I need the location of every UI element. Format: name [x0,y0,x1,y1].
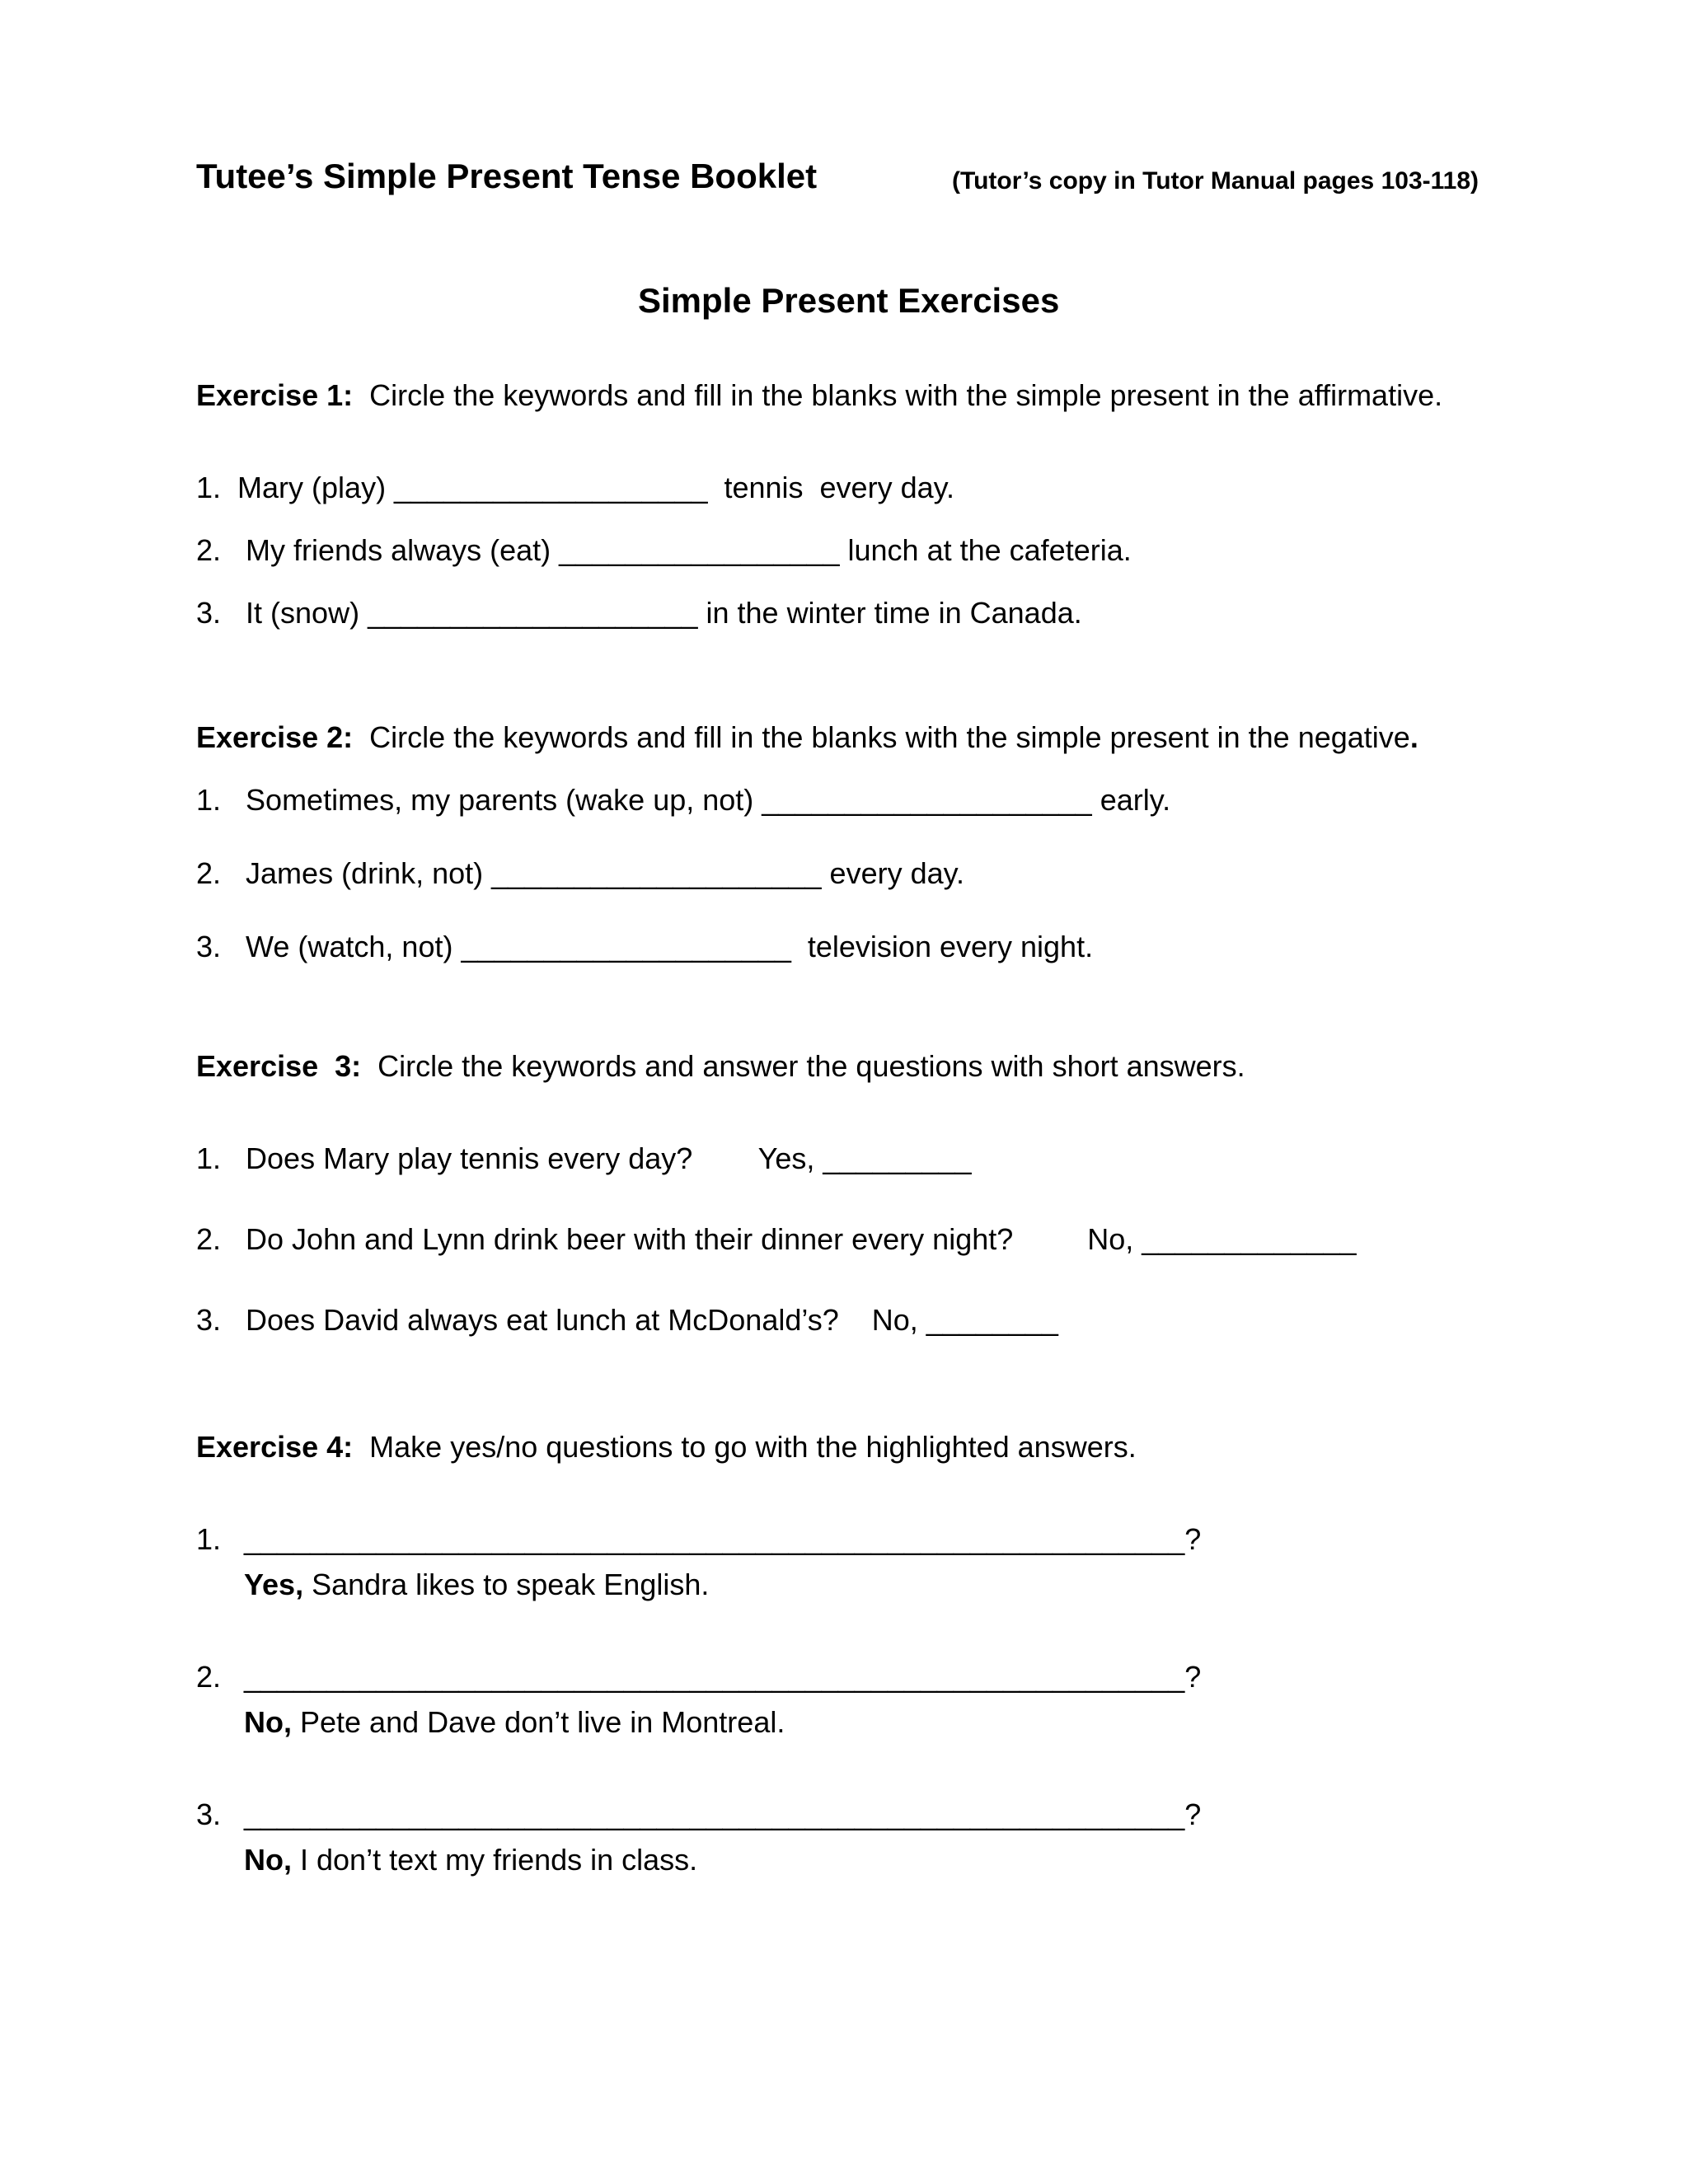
exercise-1-label: Exercise 1: [196,378,354,412]
item-number: 3. [196,1303,222,1337]
exercise-3-instruction [196,1049,1245,1083]
exercise-4-item-1-number: 1. [196,1522,222,1556]
answer-text: Pete and Dave don’t live in Montreal. [292,1705,785,1739]
item-number: 2. [196,1222,222,1256]
exercise-4-item-1-blank: _________________________________________________________? [244,1522,1202,1556]
exercise-4-item-3-number: 3. [196,1797,222,1831]
item-number: 1. [196,471,222,504]
item-text: My friends always (eat) _________________ lunch at the cafeteria. [221,533,1132,567]
item-text: Does Mary play tennis every day? Yes, _________ [221,1141,972,1175]
exercise-3-text: Circle the keywords and answer the questions with short answers. [361,1049,1245,1083]
exercise-1-text: Circle the keywords and fill in the blanks with the simple present in the affirmative. [353,378,1443,412]
answer-keyword: Yes, [244,1568,304,1601]
exercise-1-instruction [196,378,1443,412]
exercise-4-item-2-number: 2. [196,1660,222,1694]
exercise-4-item-3-blank: _________________________________________________________? [244,1797,1202,1831]
exercise-2-period: . [1409,720,1418,754]
item-text: Does David always eat lunch at McDonald’s? No, ________ [221,1303,1058,1337]
answer-keyword: No, [244,1843,292,1877]
item-number: 3. [196,596,222,630]
exercise-4-text: Make yes/no questions to go with the highlighted answers. [353,1430,1137,1464]
exercise-4-item-2-answer [244,1705,785,1739]
exercise-2-instruction [196,720,1418,754]
answer-keyword: No, [244,1705,292,1739]
item-number: 1. [196,1141,222,1175]
exercise-4-label: Exercise 4: [196,1430,354,1464]
item-number: 1. [196,783,222,817]
exercise-3-item-3 [196,1305,1058,1335]
item-text: Sometimes, my parents (wake up, not) ____________________ early. [221,783,1171,817]
item-text: It (snow) ____________________ in the winter time in Canada. [221,596,1082,630]
exercise-1-item-3 [196,598,1082,628]
item-number: 3. [196,930,222,963]
exercise-4-item-1-answer [244,1570,709,1600]
item-number: 2. [196,856,222,890]
item-text: We (watch, not) ____________________ television every night. [221,930,1094,963]
exercise-4-item-3-answer [244,1845,697,1875]
exercise-2-item-2 [196,856,964,890]
exercise-3-label: Exercise 3: [196,1049,362,1083]
item-text: Mary (play) ___________________ tennis every day. [221,471,954,504]
answer-text: I don’t text my friends in class. [292,1843,698,1877]
page-title: Simple Present Exercises [638,281,1060,320]
item-text: Do John and Lynn drink beer with their dinner every night? No, _____________ [221,1222,1357,1256]
exercise-4-instruction [196,1432,1137,1462]
exercise-4-item-2-blank: _________________________________________________________? [244,1660,1202,1694]
exercise-1-item-2 [196,533,1132,567]
exercise-1-item-1 [196,473,954,503]
exercise-3-item-1 [196,1141,972,1175]
exercise-2-item-1 [196,785,1170,815]
item-number: 2. [196,533,222,567]
booklet-title: Tutee’s Simple Present Tense Booklet [196,157,818,195]
item-text: James (drink, not) ____________________ every day. [221,856,964,890]
exercise-2-label: Exercise 2: [196,720,354,754]
exercise-3-item-2 [196,1222,1357,1256]
exercise-2-text: Circle the keywords and fill in the blanks with the simple present in the negative [353,720,1410,754]
tutor-copy-note: (Tutor’s copy in Tutor Manual pages 103-118) [952,167,1479,194]
answer-text: Sandra likes to speak English. [303,1568,710,1601]
exercise-2-item-3 [196,932,1093,962]
